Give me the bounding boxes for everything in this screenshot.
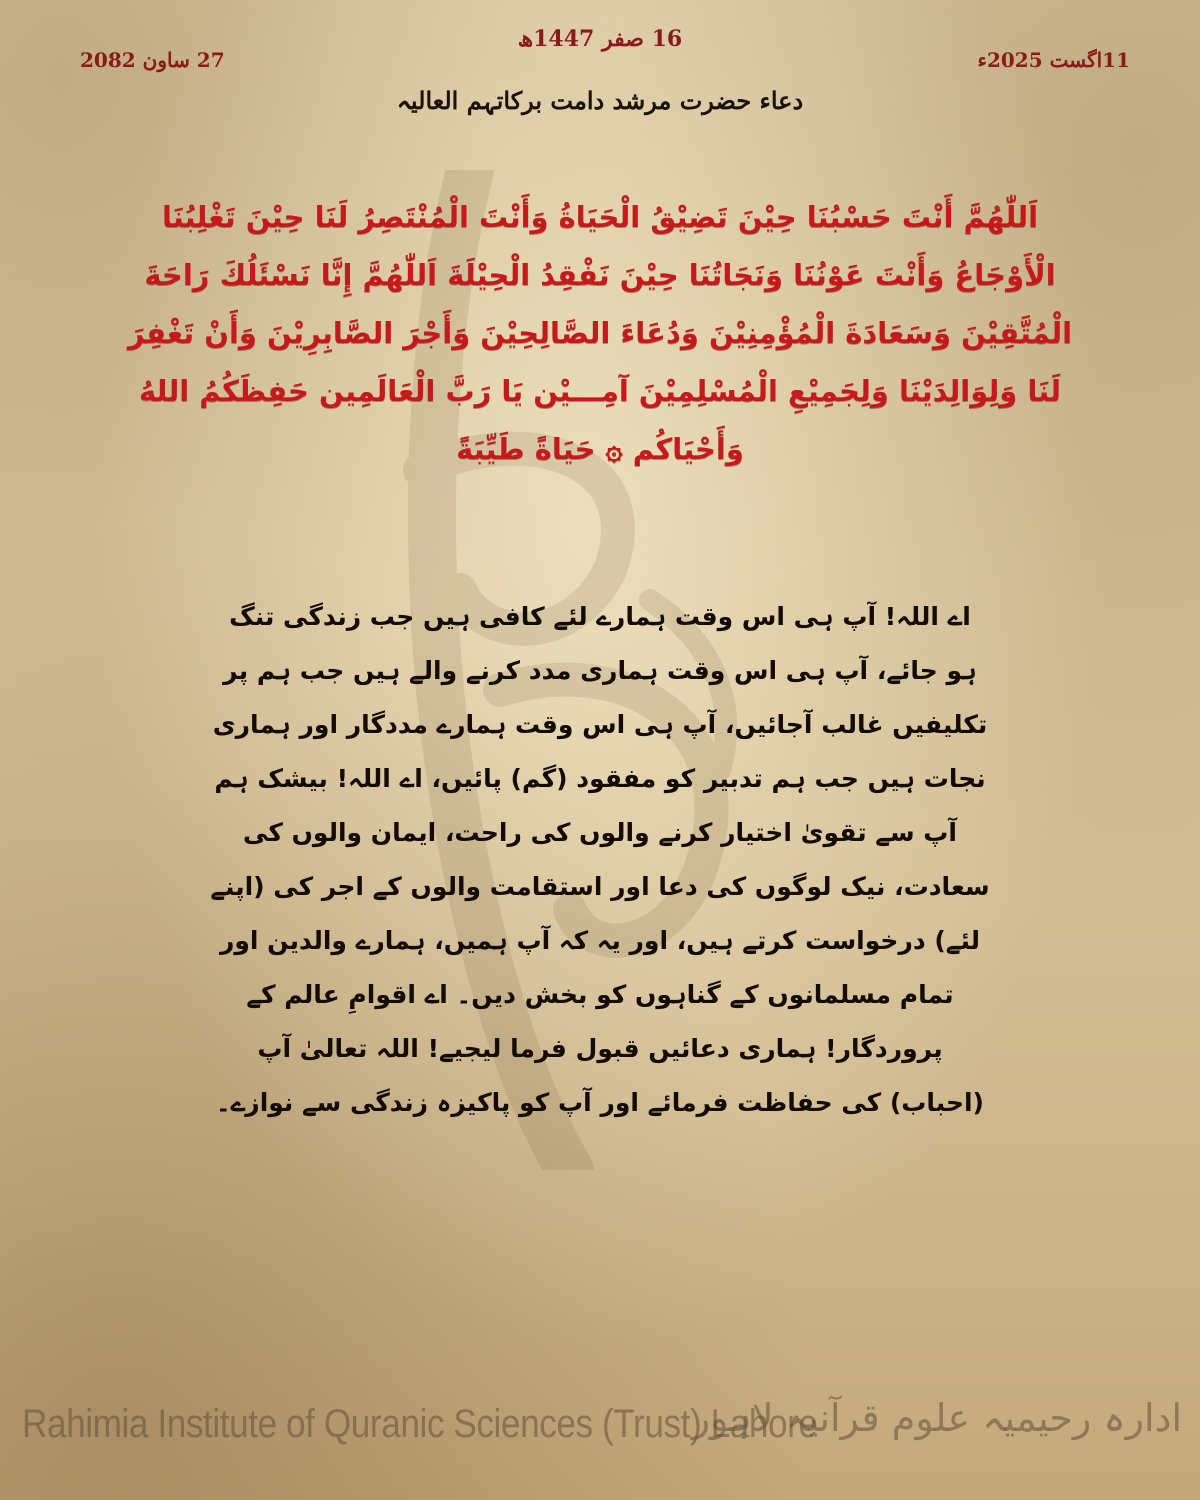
hijri-date: 16 صفر 1447ھ [517, 26, 683, 52]
bikrami-date: 27 ساون 2082 [80, 48, 225, 72]
page-title: دعاء حضرت مرشد دامت برکاتہم العالیہ [396, 86, 804, 115]
institute-name-english: Rahimia Institute of Quranic Sciences (Trust) Lahore [22, 1402, 818, 1446]
footer [0, 1392, 1200, 1472]
institute-name-urdu-logo: ادارہ رحیمیہ علوم قرآنیہ لاہور [691, 1396, 1182, 1440]
gregorian-date: 11اگست 2025ء [977, 48, 1130, 72]
arabic-dua-text: اَللّٰهُمَّ أَنْتَ حَسْبُنَا حِيْنَ تَضِيْقُ الْحَيَاةُ وَأَنْتَ الْمُنْتَصِرُ لَنَا حِيْنَ تَغْلِبُنَا الْأَوْجَاعُ وَأَنْتَ عَوْنُنَا وَنَجَاتُنَا حِيْنَ نَفْقِدُ الْحِيْلَةَ اَللّٰهُمَّ إِنَّا نَسْئَلُكَ رَاحَةَ الْمُتَّقِيْنَ وَسَعَادَةَ الْمُؤْمِنِيْنَ وَدُعَاءَ الصَّالِحِيْنَ وَأَجْرَ الصَّابِرِيْنَ وَأَنْ تَغْفِرَ لَنَا وَلِوَالِدَيْنَا وَلِجَمِيْعِ الْمُسْلِمِيْنَ آمِـــيْن يَا رَبَّ الْعَالَمِين حَفِظَكُمُ اللهُ وَأَحْيَاكُم ۞ حَيَاةً طَيِّبَةً [127, 200, 1073, 466]
urdu-translation-text: اے اللہ! آپ ہی اس وقت ہمارے لئے کافی ہیں جب زندگی تنگ ہو جائے، آپ ہی اس وقت ہماری مدد کرنے والے ہیں جب ہم پر تکلیفیں غالب آجائیں، آپ ہی اس وقت ہمارے مددگار اور ہماری نجات ہیں جب ہم تدبیر کو مفقود (گم) پائیں، اے اللہ! بیشک ہم آپ سے تقویٰ اختیار کرنے والوں کی راحت، ایمان والوں کی سعادت، نیک لوگوں کی دعا اور استقامت والوں کے اجر کی (اپنے لئے) درخواست کرتے ہیں، اور یہ کہ آپ ہمیں، ہمارے والدین اور تمام مسلمانوں کے گناہوں کو بخش دیں۔ اے اقوامِ عالم کے پروردگار! ہماری دعائیں قبول فرما لیجیے! اللہ تعالیٰ آپ (احباب) کی حفاظت فرمائے اور آپ کو پاکیزہ زندگی سے نوازے۔ [210, 602, 990, 1117]
